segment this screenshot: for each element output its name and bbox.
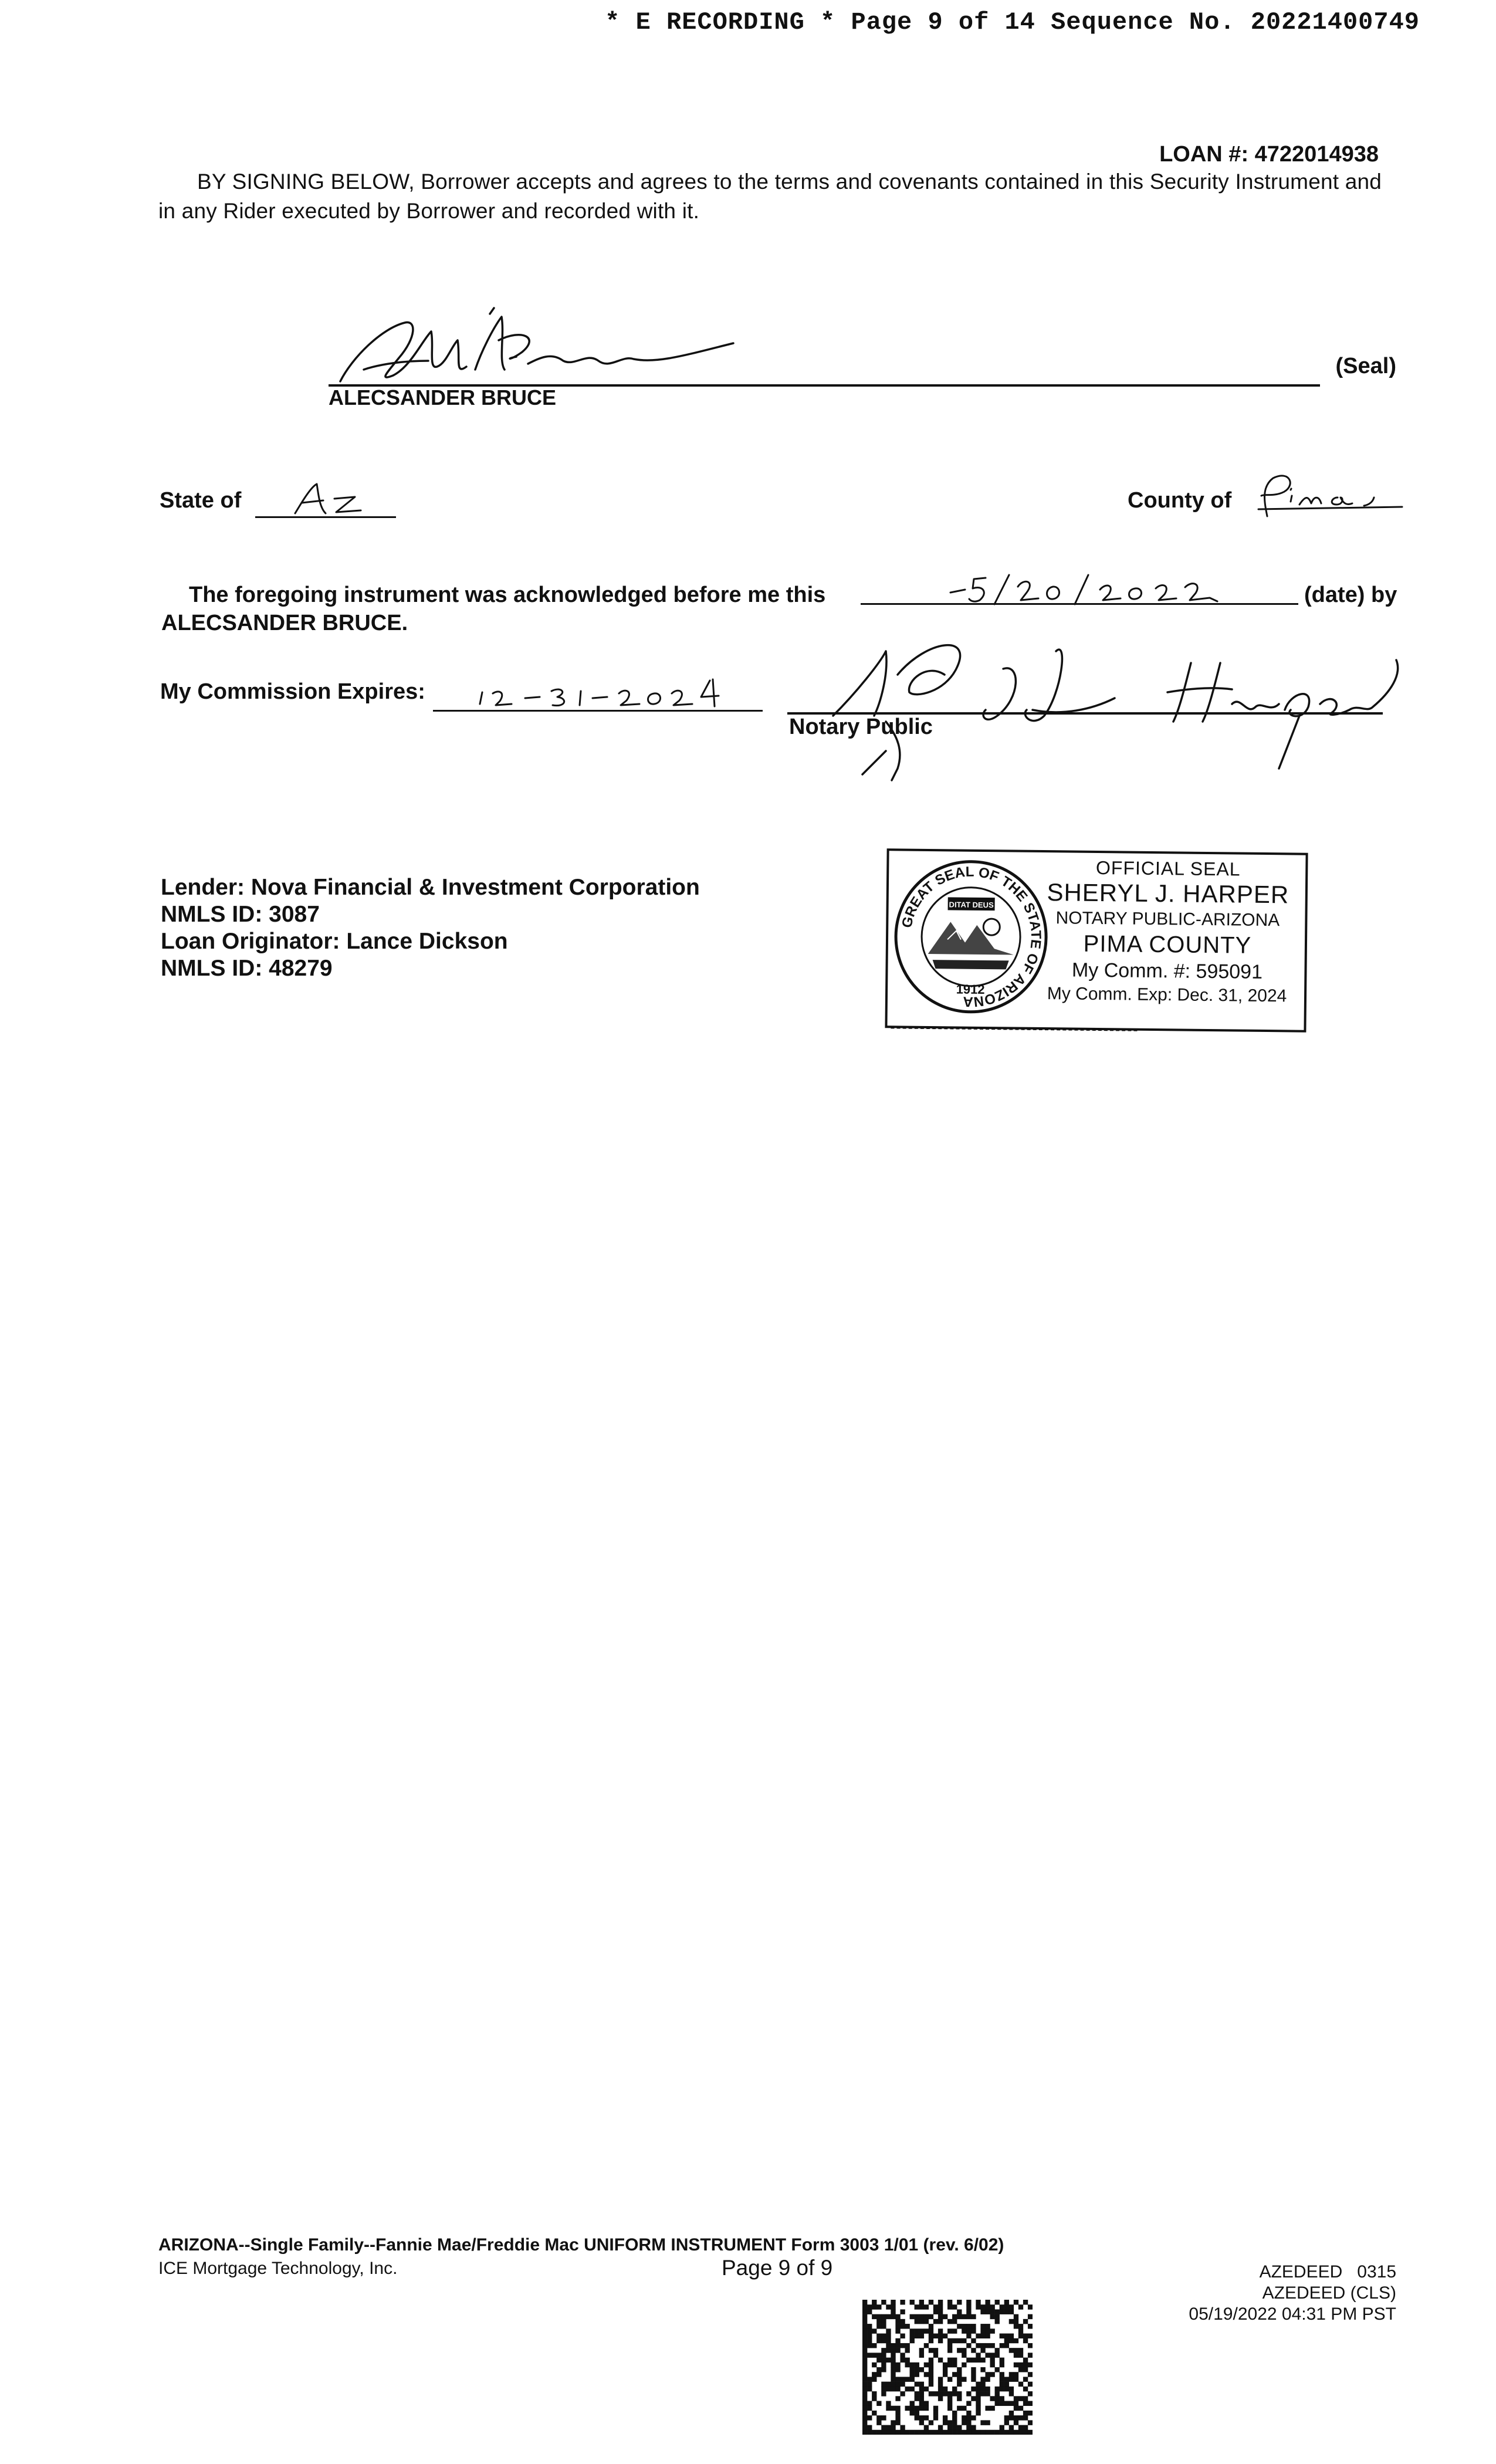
recording-stamp: * E RECORDING * Page 9 of 14 Sequence No. 20221400749 [605,8,1420,36]
form-codes [1189,2262,1396,2325]
form-code-1: AZEDEED 0315 [1259,2262,1396,2282]
form-title: ARIZONA--Single Family--Fannie Mae/Freddie Mac UNIFORM INSTRUMENT Form 3003 1/01 (rev. 6/02) [158,2235,1004,2255]
signing-paragraph: BY SIGNING BELOW, Borrower accepts and agrees to the terms and covenants contained in this Security Instrument and in any Rider executed by Borrower and recorded with it. [158,170,1382,223]
loan-number: LOAN #: 4722014938 [1159,142,1379,167]
commission-expires-label: My Commission Expires: [160,679,425,704]
lender-nmls: NMLS ID: 3087 [161,902,320,927]
commission-date-handwriting [469,669,751,716]
stamp-comm-expiration: My Comm. Exp: Dec. 31, 2024 [1047,984,1287,1006]
acknowledgment-lead: The foregoing instrument was acknowledged before me this [189,583,826,607]
lender-name: Lender: Nova Financial & Investment Corporation [161,875,700,900]
form-timestamp: 05/19/2022 04:31 PM PST [1189,2304,1396,2324]
stamp-notary-name: SHERYL J. HARPER [1047,878,1289,909]
seal-label: (Seal) [1335,354,1396,378]
seal-emblem-motto: DITAT DEUS [949,900,994,910]
form-company: ICE Mortgage Technology, Inc. [158,2259,398,2278]
state-label: State of [160,488,242,513]
stamp-notary-title: NOTARY PUBLIC-ARIZONA [1055,908,1280,930]
loan-originator: Loan Originator: Lance Dickson [161,929,508,954]
stamp-text-block [1038,856,1298,1008]
datamatrix-barcode [862,2300,1033,2435]
stamp-official-seal: OFFICIAL SEAL [1095,857,1241,880]
seal-emblem-year: 1912 [956,981,985,997]
county-label: County of [1128,488,1232,513]
stamp-comm-number: My Comm. #: 595091 [1071,959,1263,983]
lender-info [161,874,700,982]
acknowledgment-date-label: (date) by [1304,583,1397,607]
page-number: Page 9 of 9 [722,2256,833,2280]
notary-signature [810,628,1443,786]
county-handwriting [1250,469,1414,522]
state-handwriting [290,478,384,519]
form-code-2: AZEDEED (CLS) [1262,2283,1396,2303]
borrower-signature [329,305,774,393]
notary-public-label: Notary Public [789,715,933,739]
seal-emblem-text: GREAT SEAL OF THE STATE OF ARIZONA [899,864,1044,1010]
acknowledgment-name: ALECSANDER BRUCE. [161,611,408,635]
borrower-name: ALECSANDER BRUCE [329,385,557,409]
notary-stamp [885,848,1309,1035]
originator-nmls: NMLS ID: 48279 [161,956,333,981]
acknowledgment-date-handwriting [939,566,1244,613]
stamp-county: PIMA COUNTY [1083,930,1252,959]
arizona-great-seal-icon [891,857,1051,1017]
